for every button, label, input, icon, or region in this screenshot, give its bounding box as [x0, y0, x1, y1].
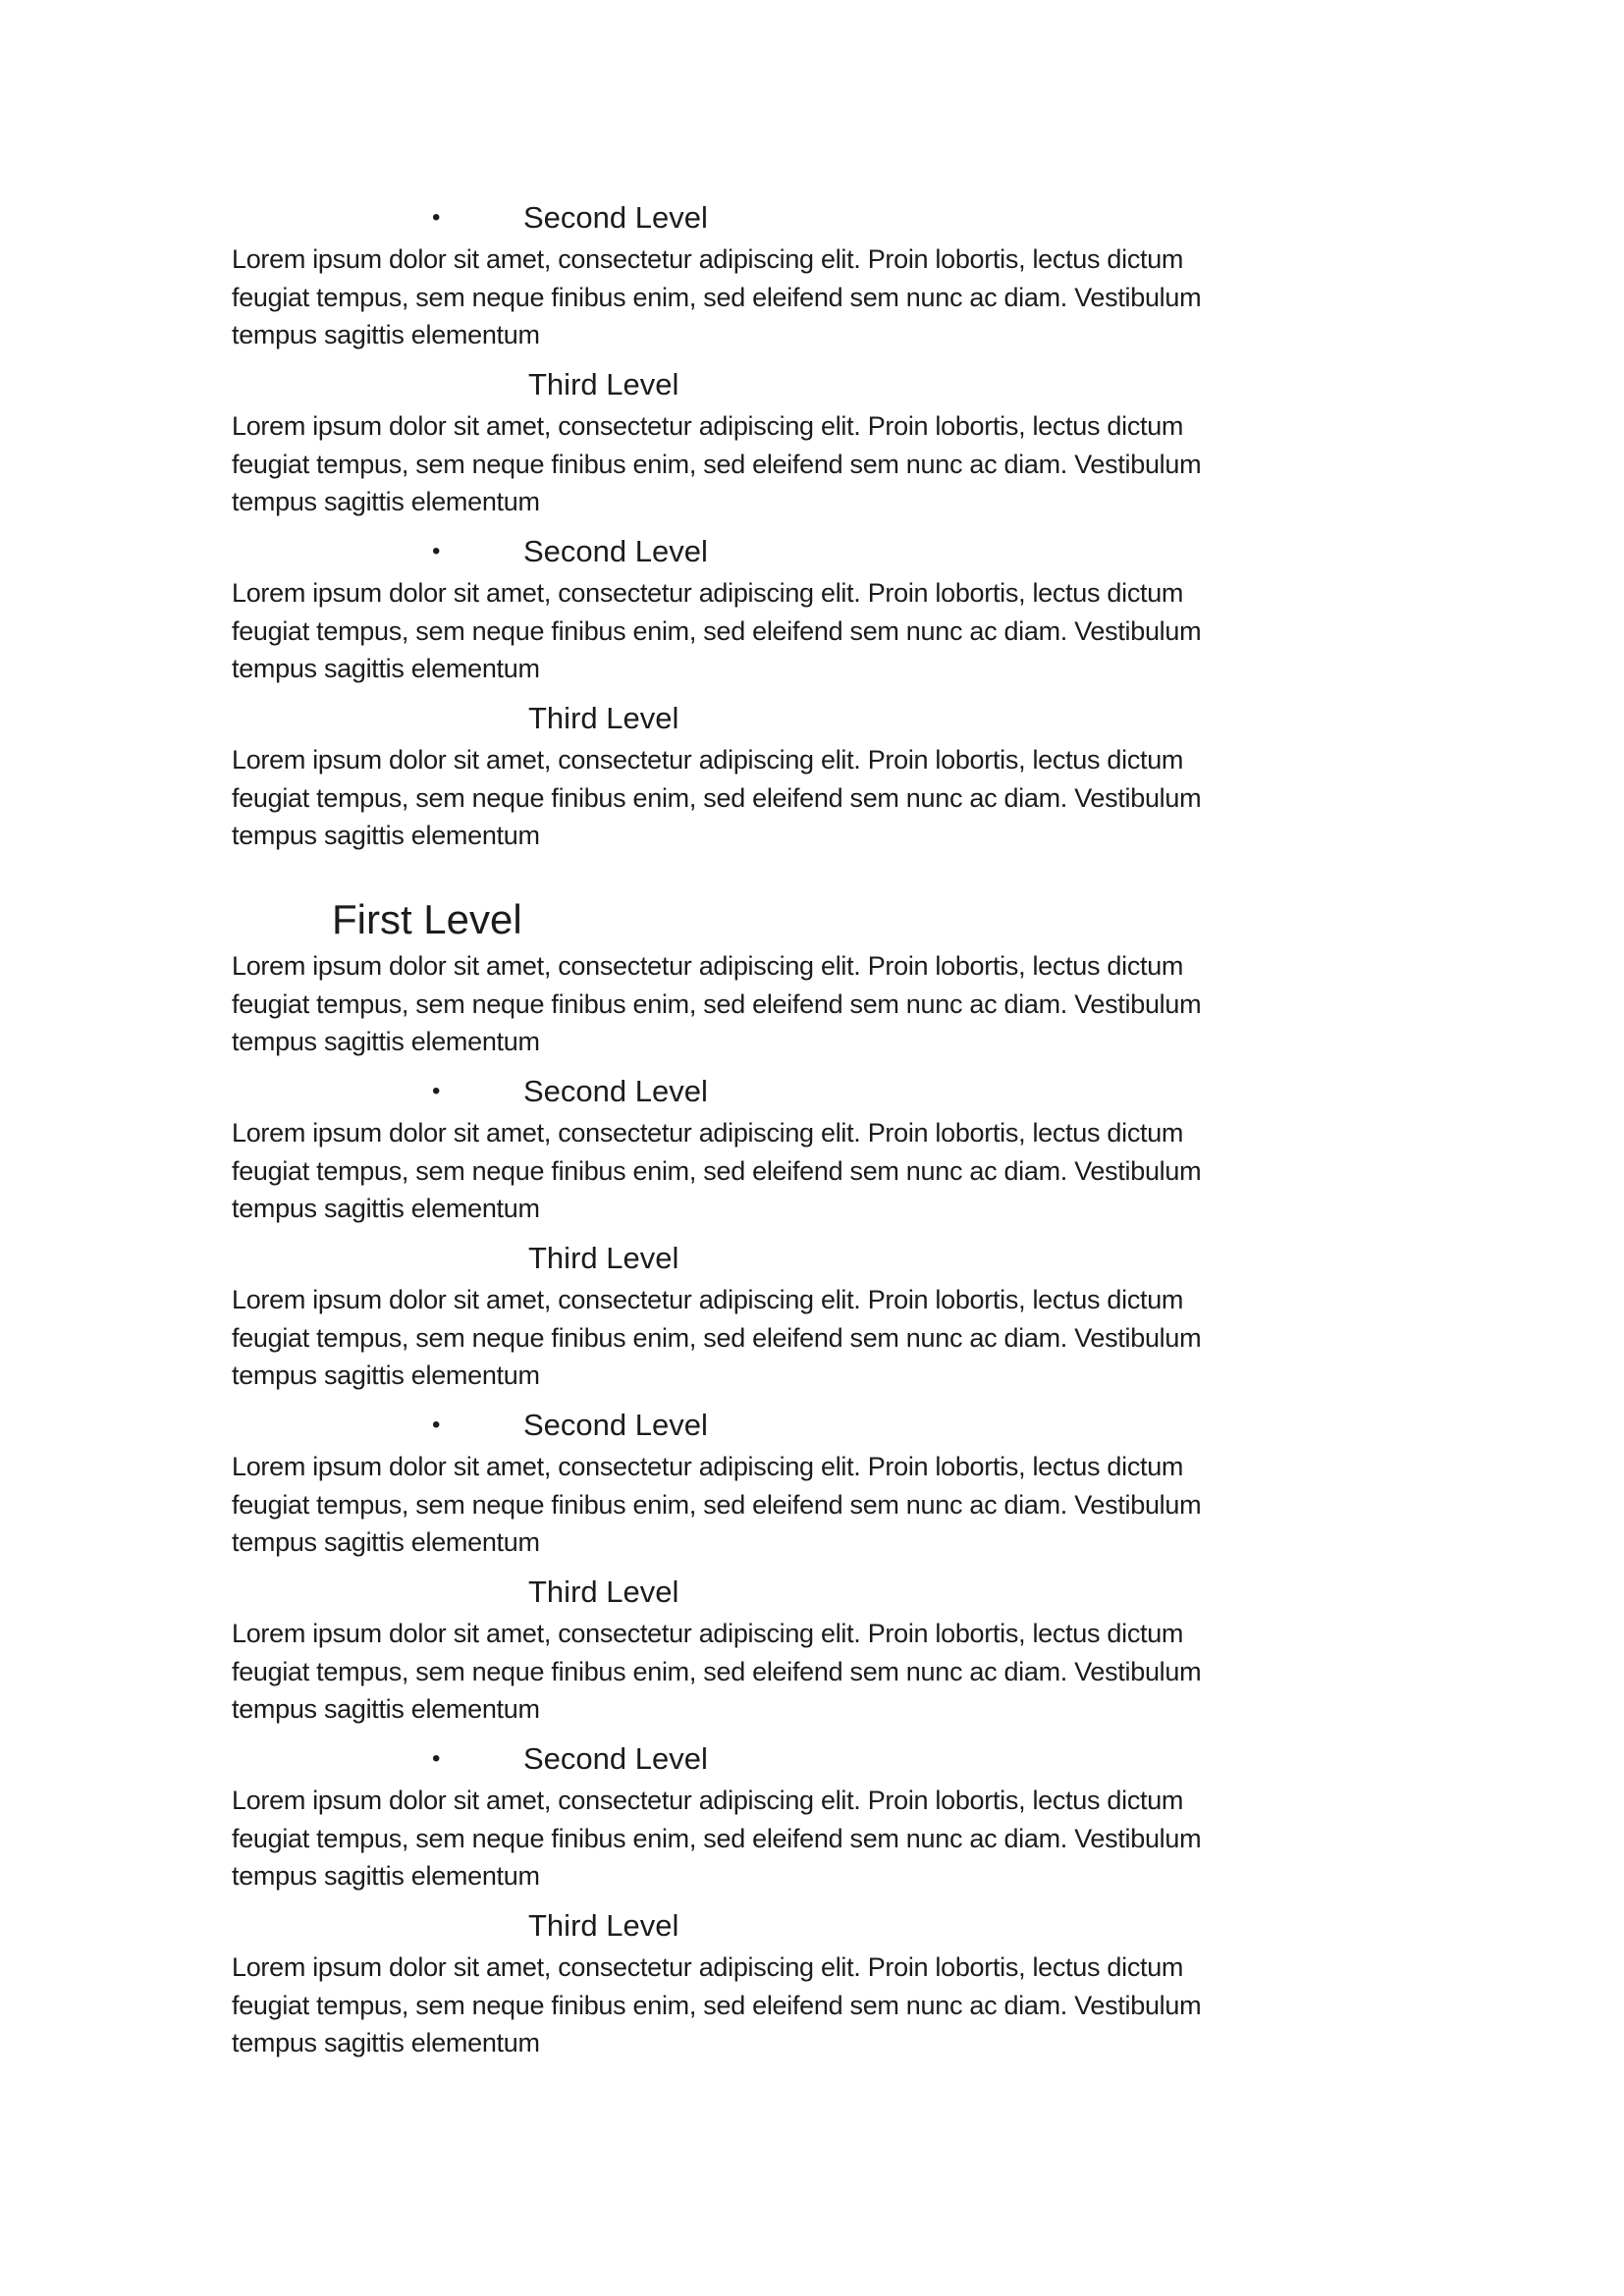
body-line: Lorem ipsum dolor sit amet, consectetur adipiscing elit. Proin lobortis, lectus dictum [232, 244, 1184, 274]
heading-second-level [0, 198, 1624, 238]
heading-second-level-label: Second Level [523, 200, 708, 235]
body-paragraph [232, 407, 1624, 521]
body-line: feugiat tempus, sem neque finibus enim, sed eleifend sem nunc ac diam. Vestibulum [232, 782, 1202, 813]
heading-third-level [0, 1239, 1624, 1278]
body-line: feugiat tempus, sem neque finibus enim, sed eleifend sem nunc ac diam. Vestibulum [232, 282, 1202, 312]
body-line: Lorem ipsum dolor sit amet, consectetur adipiscing elit. Proin lobortis, lectus dictum [232, 1619, 1184, 1648]
body-paragraph [232, 240, 1624, 354]
body-line: feugiat tempus, sem neque finibus enim, sed eleifend sem nunc ac diam. Vestibulum [232, 1823, 1202, 1853]
heading-third-level-label: Third Level [528, 1241, 679, 1275]
heading-first-level-label: First Level [332, 896, 522, 942]
heading-second-level [0, 1739, 1624, 1779]
body-line: Lorem ipsum dolor sit amet, consectetur adipiscing elit. Proin lobortis, lectus dictum [232, 1452, 1184, 1481]
body-line: Lorem ipsum dolor sit amet, consectetur adipiscing elit. Proin lobortis, lectus dictum [232, 1285, 1184, 1314]
heading-second-level [0, 1406, 1624, 1445]
heading-second-level-label: Second Level [523, 1074, 708, 1108]
heading-third-level-label: Third Level [528, 1575, 679, 1609]
body-line: feugiat tempus, sem neque finibus enim, sed eleifend sem nunc ac diam. Vestibulum [232, 615, 1202, 646]
body-line: tempus sagittis elementum [232, 1694, 540, 1724]
body-line: feugiat tempus, sem neque finibus enim, sed eleifend sem nunc ac diam. Vestibulum [232, 1489, 1202, 1520]
body-line: Lorem ipsum dolor sit amet, consectetur adipiscing elit. Proin lobortis, lectus dictum [232, 1118, 1184, 1148]
body-line: tempus sagittis elementum [232, 487, 540, 516]
heading-second-level [0, 532, 1624, 571]
body-line: tempus sagittis elementum [232, 654, 540, 683]
body-paragraph [232, 1949, 1624, 2062]
body-line: tempus sagittis elementum [232, 821, 540, 850]
heading-second-level-label: Second Level [523, 1408, 708, 1442]
body-line: Lorem ipsum dolor sit amet, consectetur adipiscing elit. Proin lobortis, lectus dictum [232, 1952, 1184, 1982]
body-line: feugiat tempus, sem neque finibus enim, sed eleifend sem nunc ac diam. Vestibulum [232, 988, 1202, 1019]
body-paragraph [232, 1615, 1624, 1729]
body-paragraph [232, 574, 1624, 688]
body-line: Lorem ipsum dolor sit amet, consectetur adipiscing elit. Proin lobortis, lectus dictum [232, 951, 1184, 981]
heading-third-level-label: Third Level [528, 367, 679, 401]
body-line: tempus sagittis elementum [232, 2028, 540, 2057]
body-line: feugiat tempus, sem neque finibus enim, sed eleifend sem nunc ac diam. Vestibulum [232, 1155, 1202, 1186]
heading-third-level [0, 1906, 1624, 1946]
body-paragraph [232, 1448, 1624, 1562]
body-line: Lorem ipsum dolor sit amet, consectetur adipiscing elit. Proin lobortis, lectus dictum [232, 411, 1184, 441]
body-line: feugiat tempus, sem neque finibus enim, sed eleifend sem nunc ac diam. Vestibulum [232, 1322, 1202, 1353]
heading-third-level [0, 699, 1624, 738]
bullet-icon: • [432, 1412, 441, 1438]
heading-third-level [0, 1573, 1624, 1612]
body-line: tempus sagittis elementum [232, 1194, 540, 1223]
body-line: Lorem ipsum dolor sit amet, consectetur adipiscing elit. Proin lobortis, lectus dictum [232, 578, 1184, 608]
bullet-icon: • [432, 204, 441, 231]
body-line: Lorem ipsum dolor sit amet, consectetur adipiscing elit. Proin lobortis, lectus dictum [232, 1786, 1184, 1815]
heading-third-level [0, 365, 1624, 404]
body-line: tempus sagittis elementum [232, 1361, 540, 1390]
heading-third-level-label: Third Level [528, 701, 679, 735]
heading-third-level-label: Third Level [528, 1908, 679, 1943]
body-line: Lorem ipsum dolor sit amet, consectetur adipiscing elit. Proin lobortis, lectus dictum [232, 745, 1184, 774]
heading-second-level-label: Second Level [523, 1741, 708, 1776]
body-paragraph [232, 741, 1624, 855]
bullet-icon: • [432, 538, 441, 564]
body-line: tempus sagittis elementum [232, 1527, 540, 1557]
body-line: feugiat tempus, sem neque finibus enim, sed eleifend sem nunc ac diam. Vestibulum [232, 449, 1202, 479]
body-line: tempus sagittis elementum [232, 320, 540, 349]
bullet-icon: • [432, 1078, 441, 1104]
heading-second-level-label: Second Level [523, 534, 708, 568]
body-line: tempus sagittis elementum [232, 1027, 540, 1056]
body-paragraph [232, 1114, 1624, 1228]
heading-first-level [0, 892, 1624, 947]
bullet-icon: • [432, 1745, 441, 1772]
body-paragraph [232, 1281, 1624, 1395]
body-line: tempus sagittis elementum [232, 1861, 540, 1891]
body-paragraph [232, 947, 1624, 1061]
body-line: feugiat tempus, sem neque finibus enim, sed eleifend sem nunc ac diam. Vestibulum [232, 1990, 1202, 2020]
body-line: feugiat tempus, sem neque finibus enim, sed eleifend sem nunc ac diam. Vestibulum [232, 1656, 1202, 1686]
heading-second-level [0, 1072, 1624, 1111]
body-paragraph [232, 1782, 1624, 1896]
